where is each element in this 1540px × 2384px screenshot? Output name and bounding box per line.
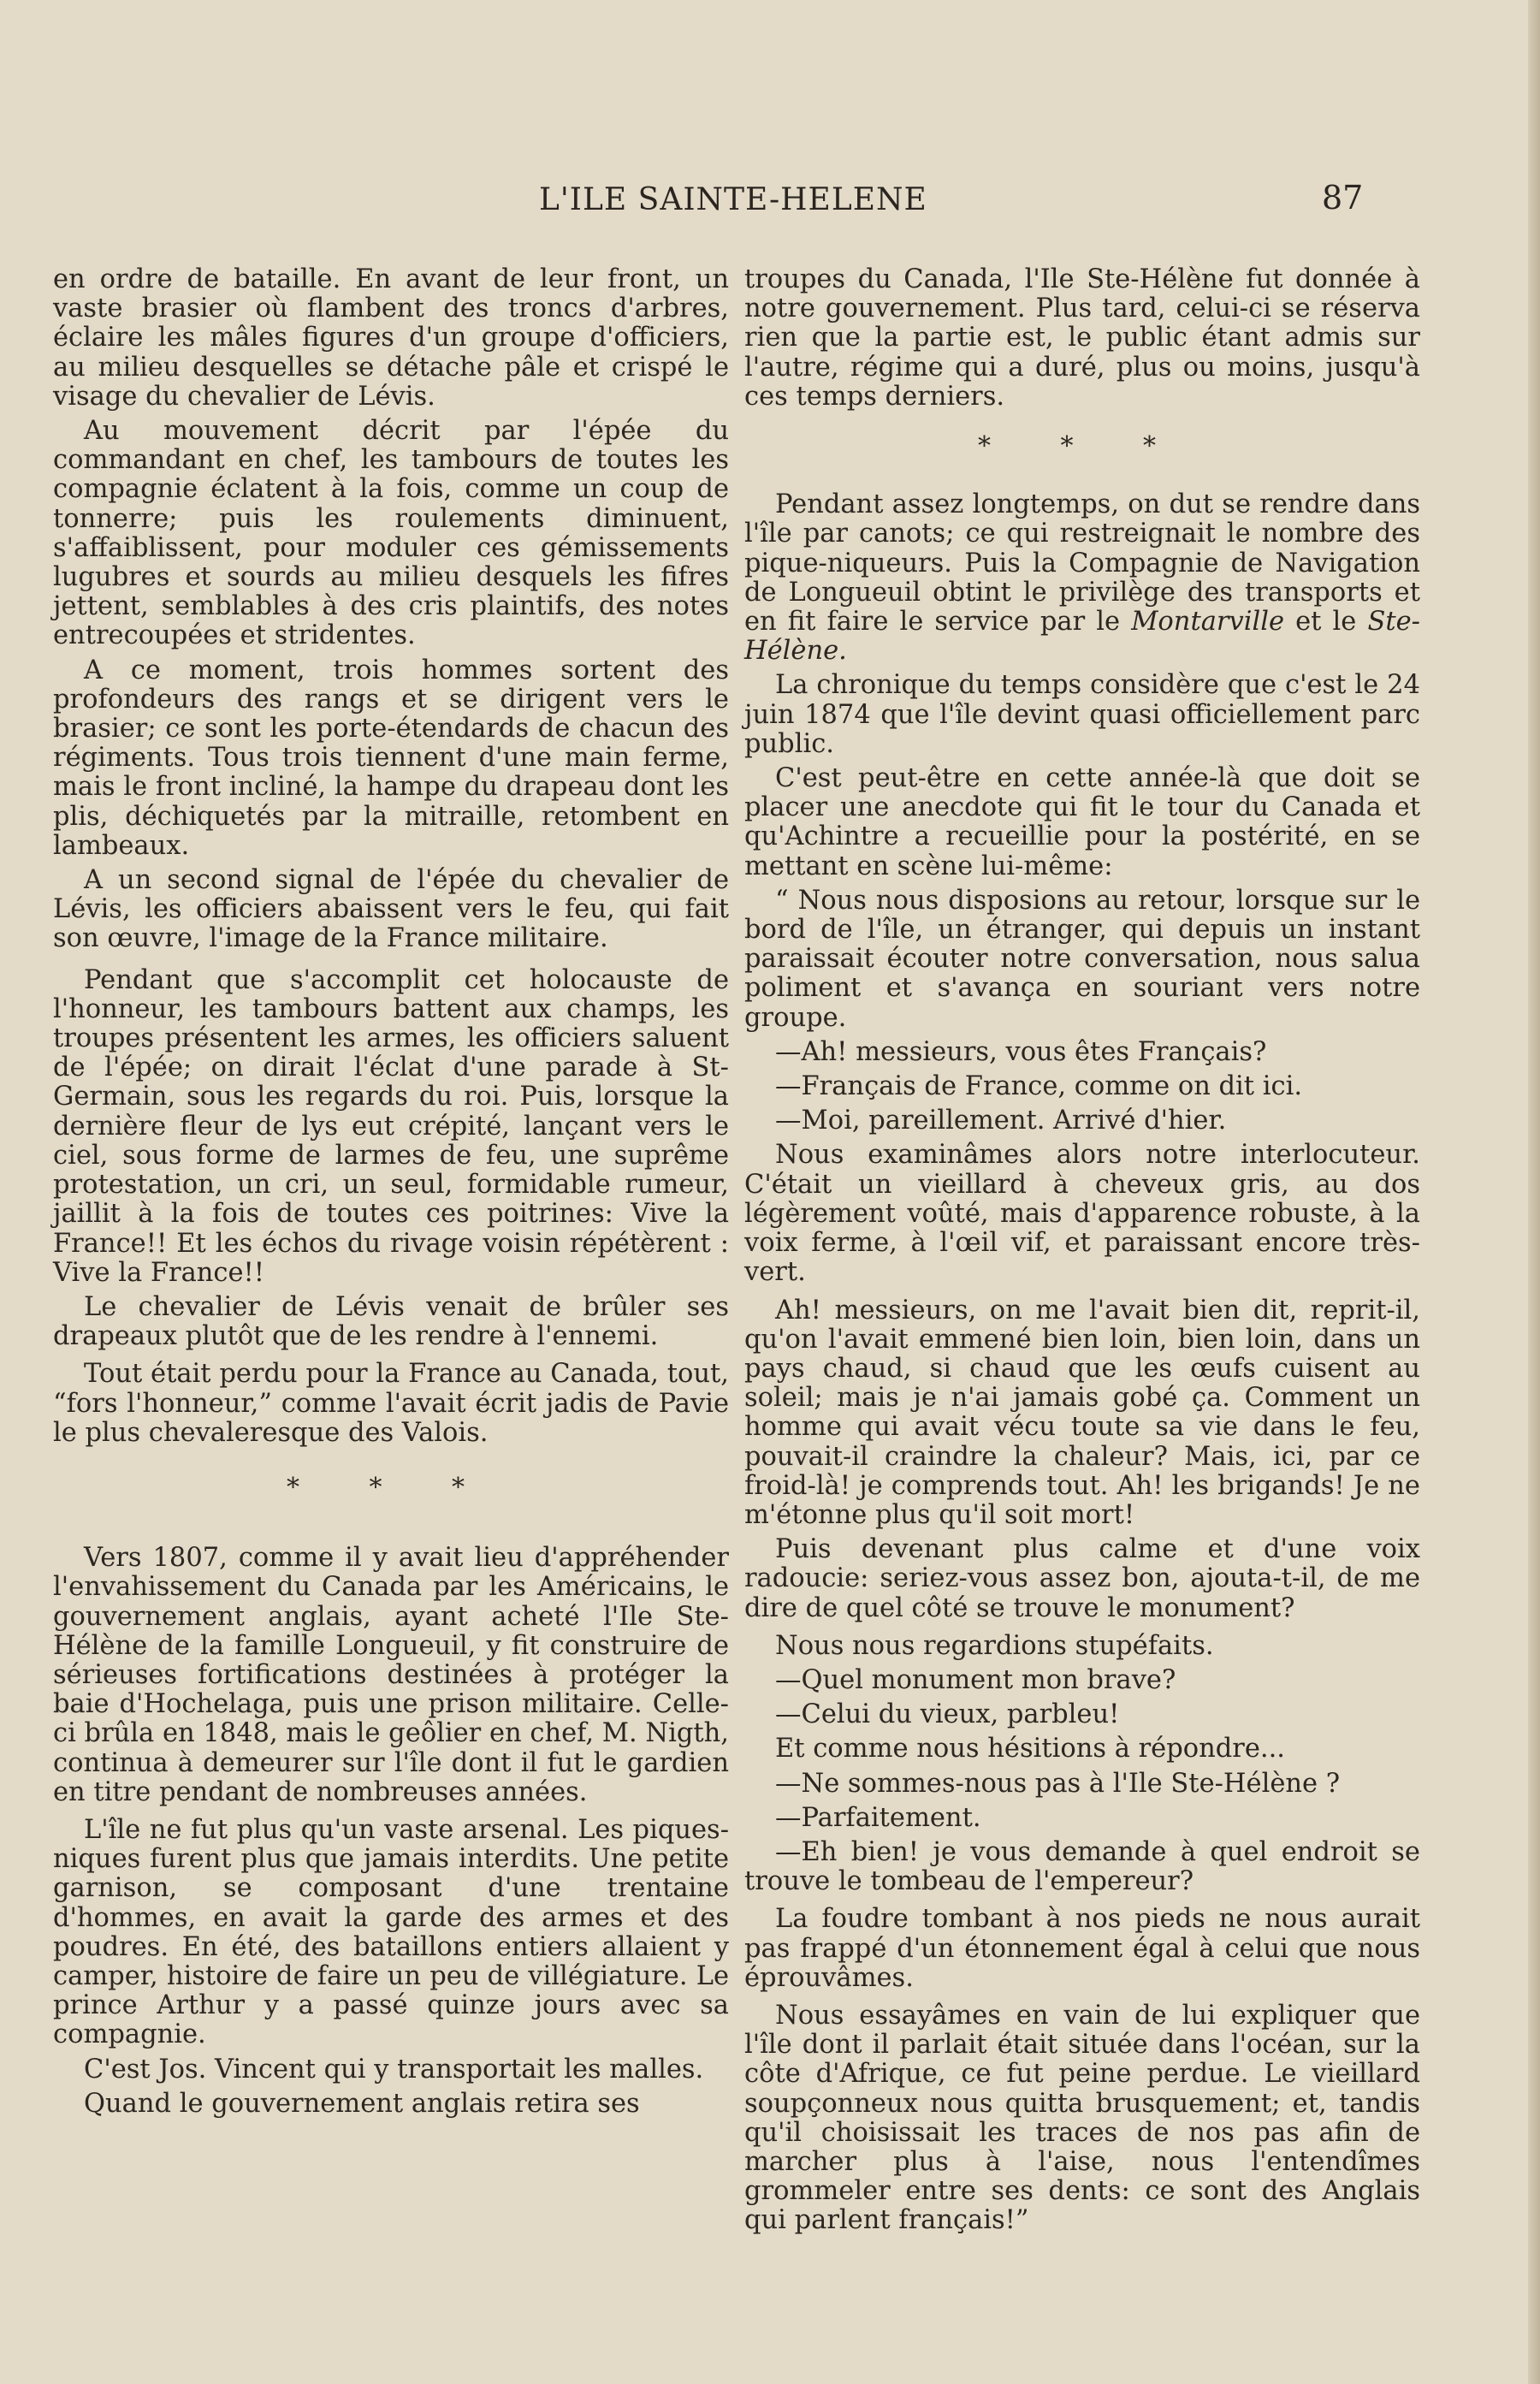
paragraph: —Celui du vieux, parbleu! [775, 1699, 1120, 1730]
left-column [53, 265, 729, 2124]
paragraph: troupes du Canada, l'Ile Ste-Hélène fut donnée à notre gouvernement. Plus tard, celui-ci se réserva rien que la partie est, le public étant admis sur l'autre, régime qui a duré, plus ou moins, jusqu'à ces temps derniers. [744, 264, 1420, 412]
paragraph: Vers 1807, comme il y avait lieu d'appréhender l'envahissement du Canada par les Américains, le gouvernement anglais, ayant acheté l'Ile Ste-Hélène de la famille Longueuil, y fit construire de sérieuses fortifications destinées à protéger la baie d'Hochelaga, puis une prison militaire. Celle-ci brûla en 1848, mais le geôlier en chef, M. Nigth, continua à demeurer sur l'île dont il fut le gardien en titre pendant de nombreuses années. [53, 1543, 729, 1807]
paragraph: —Eh bien! je vous demande à quel endroit se trouve le tombeau de l'empereur? [744, 1836, 1420, 1897]
paragraph: —Quel monument mon brave? [775, 1664, 1176, 1695]
section-separator: * * * [977, 431, 1188, 462]
right-column [744, 265, 1420, 2241]
text-span: et le [1295, 607, 1357, 638]
paragraph: —Ah! messieurs, vous êtes Français? [775, 1036, 1267, 1067]
paragraph: Pendant que s'accomplit cet holocauste de l'honneur, les tambours battent aux champs, les troupes présentent les armes, les officiers saluent de l'épée; on dirait l'éclat d'une parade à St-Germain, sous les regards du roi. Puis, lorsque la dernière fleur de lys eut crépité, lançant vers le ciel, sous forme de larmes de feu, une suprême protestation, un cri, un seul, formidable rumeur, jaillit à la fois de toutes ces poitrines: Vive la France!! Et les échos du rivage voisin répétèrent : Vive la France!! [53, 964, 729, 1288]
paragraph [744, 490, 1420, 666]
page-number: 87 [1322, 179, 1364, 216]
paragraph: Puis devenant plus calme et d'une voix radoucie: seriez-vous assez bon, ajouta-t-il, de me dire de quel côté se trouve le monument? [744, 1534, 1420, 1623]
paragraph: Nous examinâmes alors notre interlocuteur. C'était un vieillard à cheveux gris, au dos légèrement voûté, mais d'apparence robuste, à la voix ferme, à l'œil vif, et paraissant encore très-vert. [744, 1140, 1420, 1288]
paragraph: C'est Jos. Vincent qui y transportait les malles. [84, 2054, 704, 2085]
paragraph: La foudre tombant à nos pieds ne nous aurait pas frappé d'un étonnement égal à celui que nous éprouvâmes. [744, 1904, 1420, 1993]
boat-name: Montarville [1131, 607, 1285, 638]
paragraph: Et comme nous hésitions à répondre... [775, 1734, 1285, 1764]
paragraph: —Ne sommes-nous pas à l'Ile Ste-Hélène ? [775, 1768, 1341, 1799]
paragraph: Au mouvement décrit par l'épée du commandant en chef, les tambours de toutes les compagnie éclatent à la fois, comme un coup de tonnerre; puis les roulements diminuent, s'affaiblissent, pour moduler ces gémissements lugubres et sourds au milieu desquels les fifres jettent, semblables à des cris plaintifs, des notes entrecoupées et stridentes. [53, 416, 729, 651]
paragraph: —Moi, pareillement. Arrivé d'hier. [775, 1106, 1227, 1136]
paragraph: A un second signal de l'épée du chevalier de Lévis, les officiers abaissent vers le feu, qui fait son œuvre, l'image de la France militaire. [53, 865, 729, 954]
paragraph: Tout était perdu pour la France au Canada, tout, “fors l'honneur,” comme l'avait écrit jadis de Pavie le plus chevaleresque des Valois. [53, 1359, 729, 1448]
paragraph: —Français de France, comme on dit ici. [775, 1071, 1303, 1102]
paragraph: Le chevalier de Lévis venait de brûler ses drapeaux plutôt que de les rendre à l'ennemi. [53, 1291, 729, 1352]
page-edge [1528, 0, 1540, 2384]
section-separator: * * * [286, 1472, 496, 1503]
page-header [0, 175, 1540, 227]
paragraph: “ Nous nous disposions au retour, lorsque sur le bord de l'île, un étranger, qui depuis un instant paraissait écouter notre conversation, nous salua poliment et s'avança en souriant vers notre groupe. [744, 885, 1420, 1033]
paragraph: Nous essayâmes en vain de lui expliquer que l'île dont il parlait était située dans l'océan, sur la côte d'Afrique, ce fut peine perdue. Le vieillard soupçonneux nous quitta brusquement; et, tandis qu'il choisissait les traces de nos pas afin de marcher plus à l'aise, nous l'entendîmes grommeler entre ses dents: ce sont des Anglais qui parlent français!” [744, 2000, 1420, 2236]
running-title: L'ILE SAINTE-HELENE [539, 182, 927, 217]
boat-name: Ste-Hélène. [744, 607, 1420, 667]
paragraph: A ce moment, trois hommes sortent des profondeurs des rangs et se dirigent vers le brasier; ce sont les porte-étendards de chacun des régiments. Tous trois tiennent d'une main ferme, mais le front incliné, la hampe du drapeau dont les plis, déchiquetés par la mitraille, retombent en lambeaux. [53, 655, 729, 861]
paragraph: —Parfaitement. [775, 1802, 981, 1833]
paragraph: en ordre de bataille. En avant de leur front, un vaste brasier où flambent des troncs d'arbres, éclaire les mâles figures d'un groupe d'officiers, au milieu desquelles se détache pâle et crispé le visage du chevalier de Lévis. [53, 264, 729, 412]
paragraph: L'île ne fut plus qu'un vaste arsenal. Les piques-niques furent plus que jamais interdits. Une petite garnison, se composant d'une trentaine d'hommes, en avait la garde des armes et des poudres. En été, des bataillons entiers allaient y camper, histoire de faire un peu de villégiature. Le prince Arthur y a passé quinze jours avec sa compagnie. [53, 1814, 729, 2050]
text-span: Pendant assez longtemps, on dut se rendre dans l'île par canots; ce qui restreignait le nombre des pique-niqueurs. Puis la Compagnie de Navigation de Longueuil obtint le privilège des transports et en fit faire le service par le [744, 489, 1420, 638]
paragraph: C'est peut-être en cette année-là que doit se placer une anecdote qui fit le tour du Canada et qu'Achintre a recueillie pour la postérité, en se mettant en scène lui-même: [744, 763, 1420, 881]
paragraph: Ah! messieurs, on me l'avait bien dit, reprit-il, qu'on l'avait emmené bien loin, bien loin, dans un pays chaud, si chaud que les œufs cuisent au soleil; mais je n'ai jamais gobé ça. Comment un homme qui avait vécu toute sa vie dans le feu, pouvait-il craindre la chaleur? Mais, ici, par ce froid-là! je comprends tout. Ah! les brigands! Je ne m'étonne plus qu'il soit mort! [744, 1295, 1420, 1530]
paragraph: Quand le gouvernement anglais retira ses [84, 2088, 640, 2119]
paragraph: Nous nous regardions stupéfaits. [775, 1630, 1214, 1661]
paragraph: La chronique du temps considère que c'est le 24 juin 1874 que l'île devint quasi officiellement parc public. [744, 670, 1420, 759]
